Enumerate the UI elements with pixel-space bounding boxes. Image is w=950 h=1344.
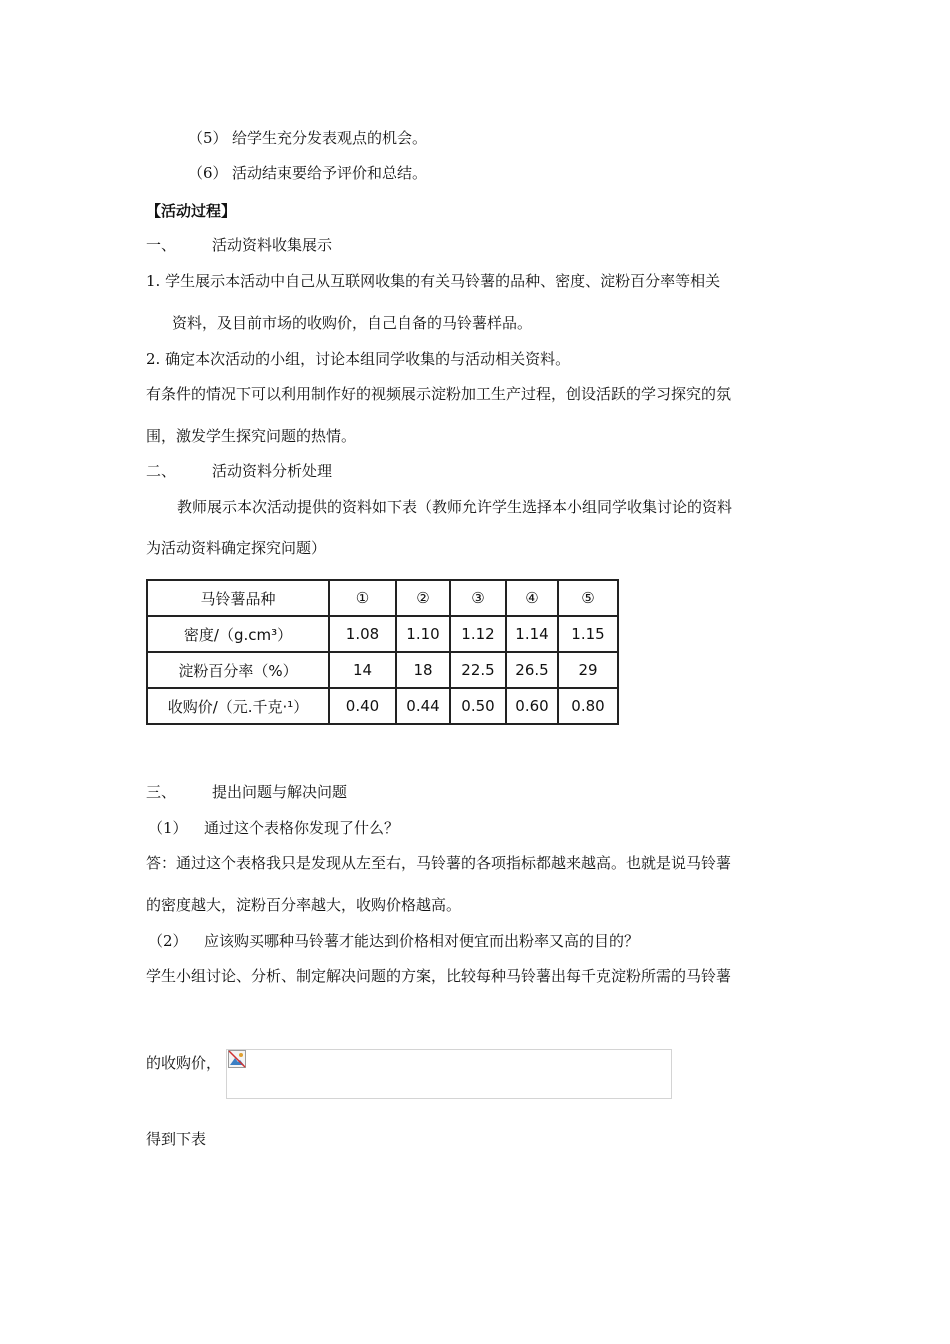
- table-cell: 0.80: [558, 688, 618, 724]
- table-row: [147, 652, 618, 688]
- item-number: （5）: [188, 129, 228, 147]
- question-1: [148, 818, 399, 838]
- question-2: [148, 931, 639, 951]
- table-cell: 18: [396, 652, 450, 688]
- answer-1-line2: 的密度越大，淀粉百分率越大，收购价格越高。: [146, 896, 462, 914]
- item-text: 活动结束要给予评价和总结。: [232, 164, 428, 182]
- section-text: 提出问题与解决问题: [212, 783, 348, 801]
- table-cell: 0.50: [450, 688, 506, 724]
- item-6: [188, 163, 427, 183]
- potato-data-table: [146, 579, 619, 725]
- question-text: 应该购买哪种马铃薯才能达到价格相对便宜而出粉率又高的目的？: [204, 932, 640, 950]
- table-cell: 0.60: [506, 688, 558, 724]
- section-1-title: [146, 235, 332, 255]
- table-cell: ③: [450, 580, 506, 616]
- answer-1-line1: 答：通过这个表格我只是发现从左至右，马铃薯的各项指标都越来越高。也就是说马铃薯: [146, 854, 732, 872]
- table-row: [147, 616, 618, 652]
- section-number: 一、: [146, 236, 177, 254]
- table-row: [147, 688, 618, 724]
- section-heading: 【活动过程】: [146, 202, 237, 220]
- s2-paragraph-line2: 为活动资料确定探究问题）: [146, 539, 327, 557]
- section-3-title: [146, 782, 347, 802]
- s2-paragraph-line1: 教师展示本次活动提供的资料如下表（教师允许学生选择本小组同学收集讨论的资料: [177, 498, 733, 516]
- broken-image-icon: [228, 1050, 246, 1068]
- table-cell: 马铃薯品种: [147, 580, 329, 616]
- table-cell: 密度/（g.cm³）: [147, 616, 329, 652]
- answer-2-line1: 学生小组讨论、分析、制定解决问题的方案，比较每种马铃薯出每千克淀粉所需的马铃薯: [146, 967, 732, 985]
- table-cell: 29: [558, 652, 618, 688]
- item-text: 给学生充分发表观点的机会。: [232, 129, 428, 147]
- table-cell: 1.08: [329, 616, 396, 652]
- table-cell: ②: [396, 580, 450, 616]
- table-cell: 1.14: [506, 616, 558, 652]
- question-text: 通过这个表格你发现了什么？: [204, 819, 400, 837]
- s1-paragraph-line1: 有条件的情况下可以利用制作好的视频展示淀粉加工生产过程，创设活跃的学习探究的氛: [146, 385, 732, 403]
- table-cell: 淀粉百分率（%）: [147, 652, 329, 688]
- table-cell: 1.12: [450, 616, 506, 652]
- section-text: 活动资料分析处理: [212, 462, 333, 480]
- table-cell: 26.5: [506, 652, 558, 688]
- s1-item1-line1: 1. 学生展示本活动中自己从互联网收集的有关马铃薯的品种、密度、淀粉百分率等相关: [146, 272, 721, 290]
- item-5: [188, 128, 427, 148]
- image-placeholder-frame: [226, 1049, 672, 1099]
- table-cell: 14: [329, 652, 396, 688]
- table-cell: 收购价/（元.千克·¹）: [147, 688, 329, 724]
- s1-item1-line2: 资料，及目前市场的收购价，自己自备的马铃薯样品。: [172, 314, 533, 332]
- table-cell: ④: [506, 580, 558, 616]
- table-cell: ⑤: [558, 580, 618, 616]
- item-number: （6）: [188, 164, 228, 182]
- s1-item2: 2. 确定本次活动的小组，讨论本组同学收集的与活动相关资料。: [146, 350, 571, 368]
- table-cell: 0.40: [329, 688, 396, 724]
- table-cell: 1.10: [396, 616, 450, 652]
- closing-text: 得到下表: [146, 1130, 207, 1148]
- table-header-row: [147, 580, 618, 616]
- section-number: 三、: [146, 783, 177, 801]
- section-text: 活动资料收集展示: [212, 236, 333, 254]
- section-number: 二、: [146, 462, 177, 480]
- question-number: （2）: [148, 932, 188, 950]
- s1-paragraph-line2: 围，激发学生探究问题的热情。: [146, 427, 357, 445]
- section-2-title: [146, 461, 332, 481]
- question-number: （1）: [148, 819, 188, 837]
- answer-2-line2: 的收购价，: [146, 1054, 222, 1072]
- table-cell: ①: [329, 580, 396, 616]
- table-cell: 0.44: [396, 688, 450, 724]
- table-cell: 22.5: [450, 652, 506, 688]
- table-cell: 1.15: [558, 616, 618, 652]
